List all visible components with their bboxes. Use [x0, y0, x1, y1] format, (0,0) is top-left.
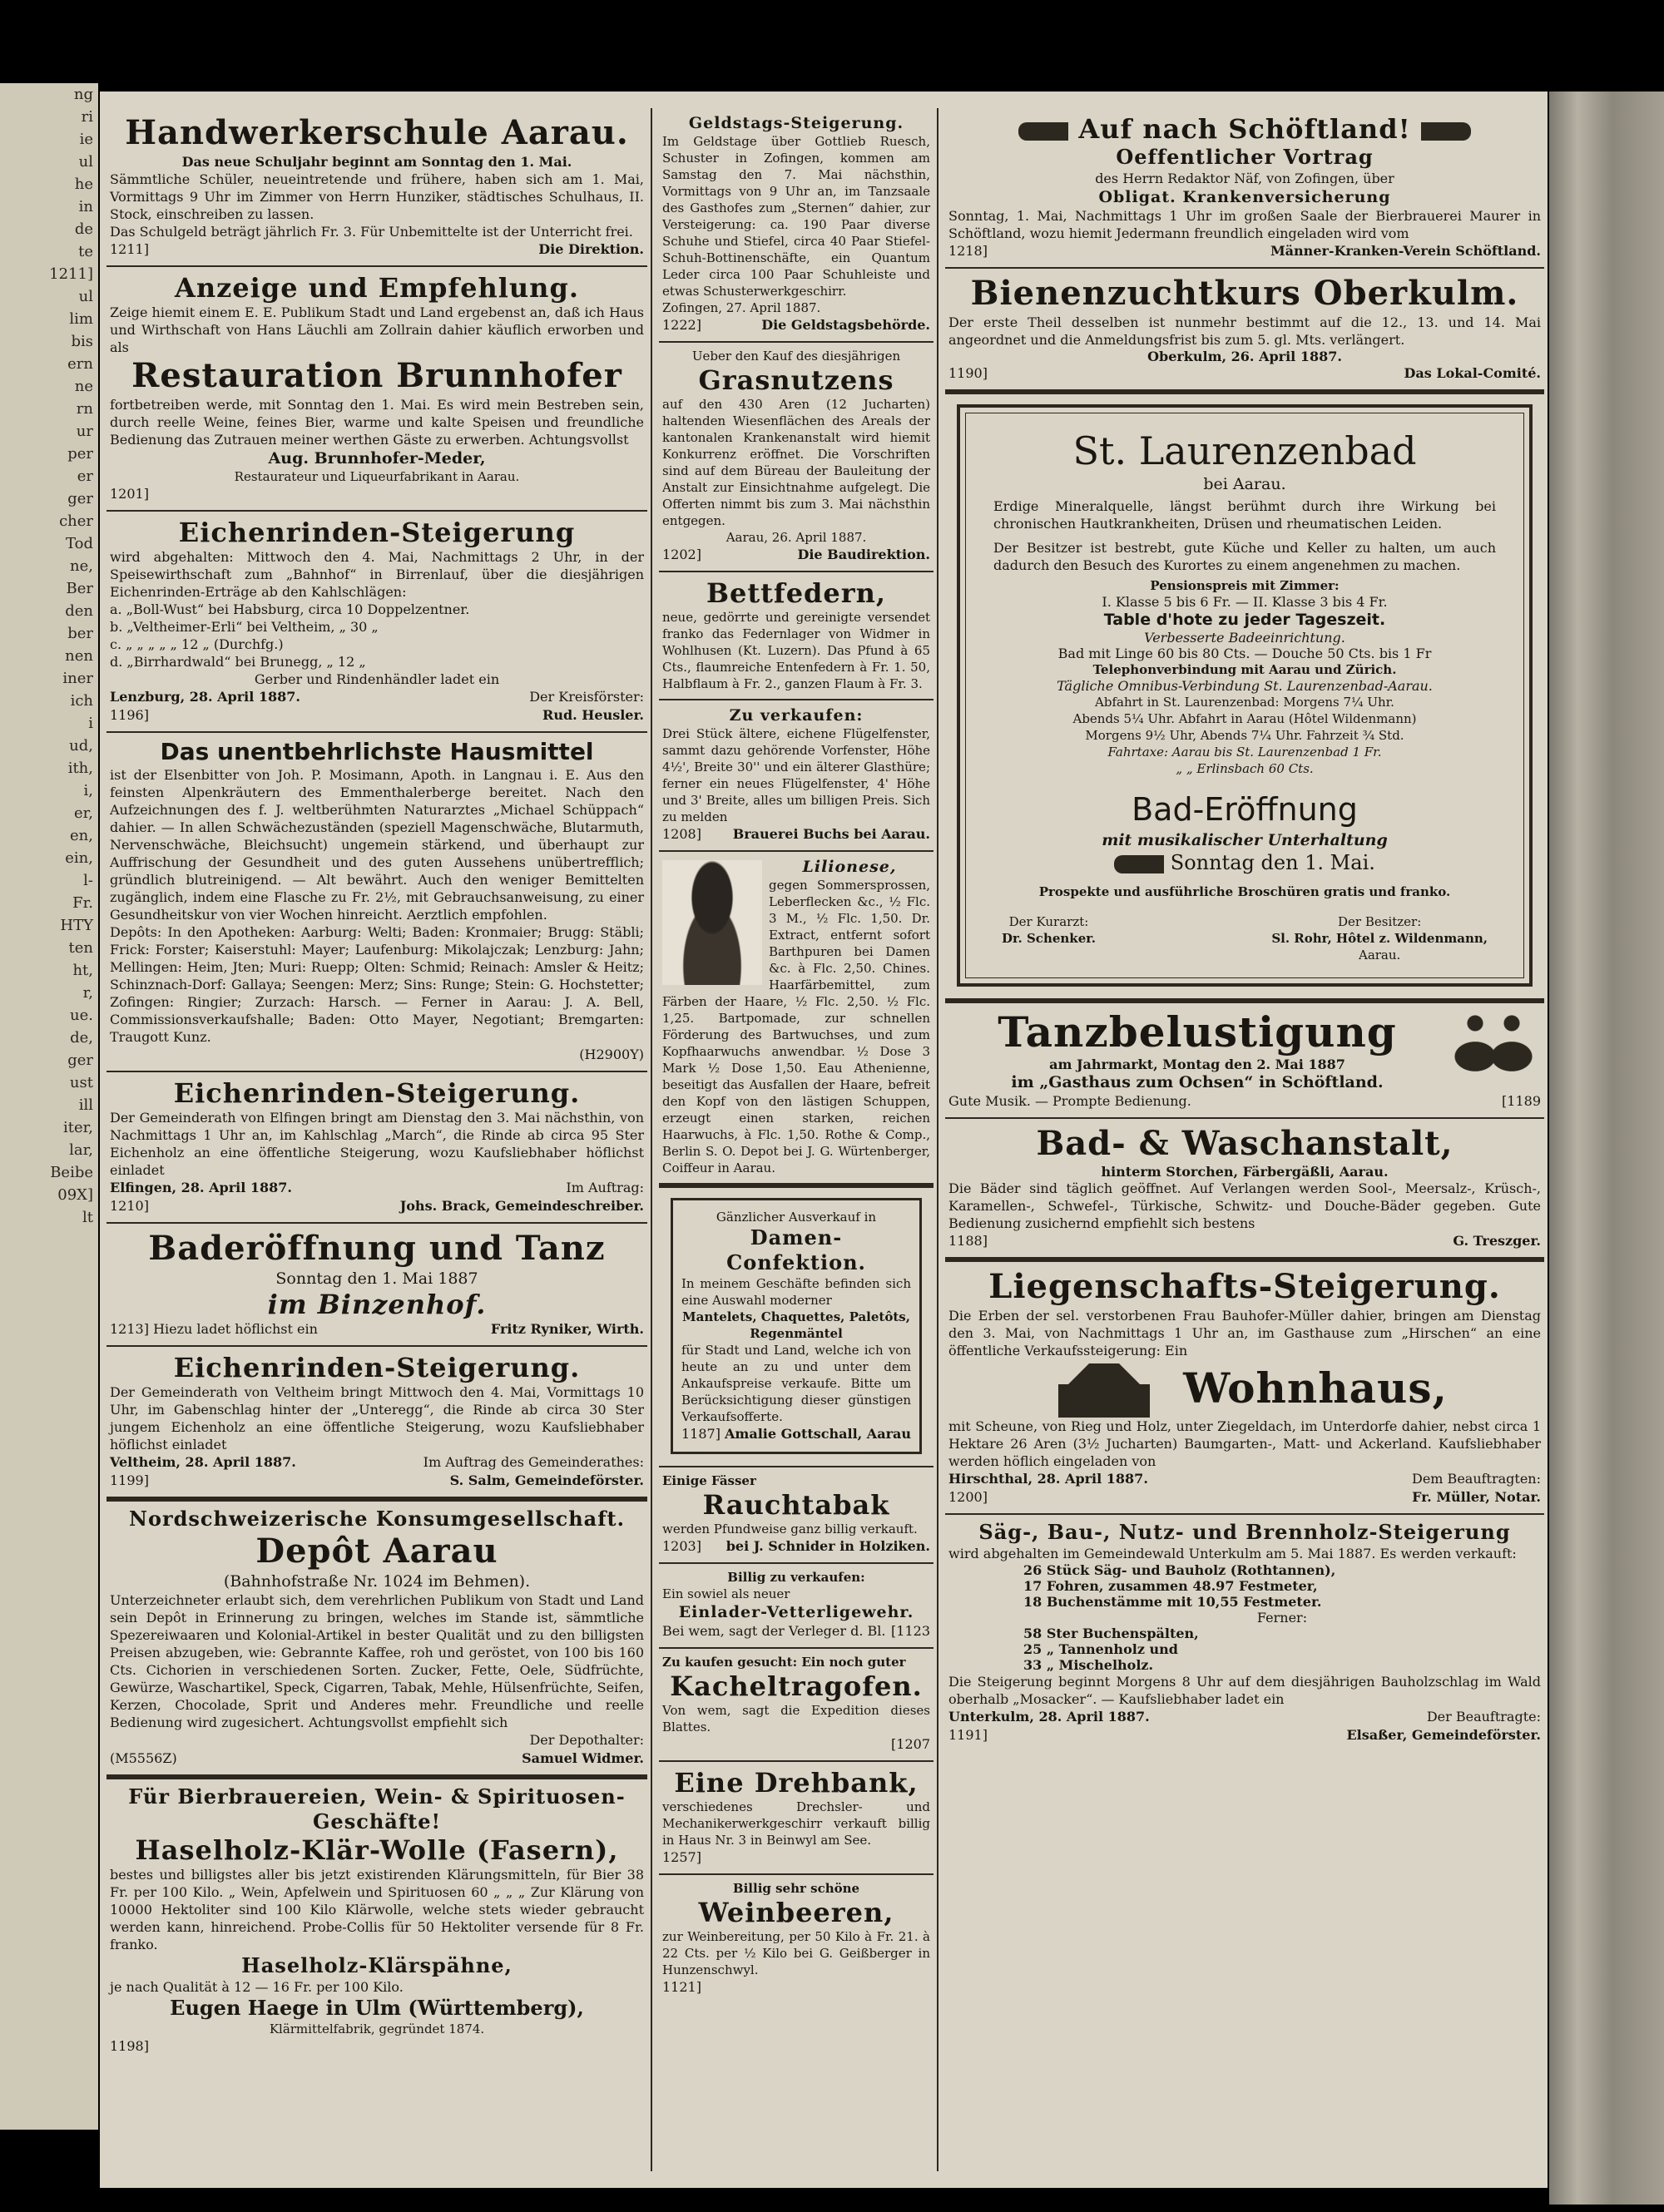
ad-pre: Einige Fässer — [662, 1473, 756, 1488]
left-fragment-text: Tod — [66, 535, 93, 552]
ad-title: St. Laurenzenbad — [1072, 428, 1417, 473]
ad-body: wird abgehalten: Mittwoch den 4. Mai, Nachmittags 2 Uhr, in der Speisewirthschaft zum „Bahnhof“ in Birrenlauf, über die diesjährigen Eichenrinden-Erträge ab den Kahlschlägen: — [110, 549, 644, 600]
ad-number: 1198] — [110, 2038, 149, 2054]
ad-body: Der Gemeinderath von Elfingen bringt am Dienstag den 3. Mai nächsthin, von Nachmittags 1 Uhr an, im Kahlschlag „March“, die Rinde ab circa 95 Ster Eichenholz an eine öffentliche Steigerung, wozu Kaufsliebhaber höflichst einladet — [110, 1110, 644, 1178]
list-item: 25 „ Tannenholz und — [1023, 1641, 1178, 1657]
left-fragment-text: ng — [73, 86, 93, 103]
ad-drehbank — [659, 1762, 934, 1875]
list-item: 26 Stück Säg- und Bauholz (Rothtannen), — [1023, 1562, 1336, 1578]
left-fragment-text: per — [67, 445, 93, 463]
ad-signer: Aug. Brunnhofer-Meder, — [268, 449, 486, 468]
ad-number: 1222] — [662, 317, 701, 333]
ad-number: 1213] — [110, 1321, 149, 1337]
ad-body: Die Bäder sind täglich geöffnet. Auf Verlangen werden Sool-, Meersalz-, Krüsch-, Karamellen-, Schwefel-, Türkische, Schwitz- und Douche-Bäder gegeben. Gute Bedienung zusichernd empfiehlt sich bestens — [948, 1180, 1541, 1231]
ad-sign-label: Der Kreisförster: — [529, 689, 644, 705]
left-fragment-text: in — [78, 198, 93, 215]
ad-number: 1188] — [948, 1233, 988, 1249]
ad-body: je nach Qualität à 12 — 16 Fr. per 100 Kilo. — [110, 1979, 404, 1995]
ad-title: Bad- & Waschanstalt, — [1036, 1124, 1454, 1163]
ad-signature: Johs. Brack, Gemeindeschreiber. — [399, 1198, 644, 1214]
ad-number: 1121] — [662, 1979, 701, 1995]
ad-place: Hirschthal, 28. April 1887. — [948, 1471, 1148, 1487]
ad-number: 1257] — [662, 1849, 701, 1865]
ad-number: 1200] — [948, 1489, 988, 1505]
ad-title: Kacheltragofen. — [670, 1670, 923, 1702]
list-item: 58 Ster Buchenspälten, — [1023, 1626, 1199, 1641]
ad-name: Haselholz-Klär-Wolle (Fasern), — [135, 1834, 619, 1866]
ad-signature: Samuel Widmer. — [522, 1750, 644, 1766]
ad-signature: Das Lokal-Comité. — [1404, 365, 1541, 381]
ad-date-row — [968, 850, 1521, 875]
left-fragment-text: lar, — [69, 1141, 93, 1159]
left-fragment-text: ht, — [72, 962, 93, 979]
left-fragment-text: de — [74, 220, 93, 238]
ad-eichenrinden-3 — [106, 1347, 647, 1502]
ad-bettfedern — [659, 572, 934, 700]
ad-body: gegen Sommersprossen, Leberflecken &c., ½ Flc. 3 M., ½ Flc. 1,50. Dr. Extract, entfernt sofort Barthpuren bei Damen &c. à Flc. 2,50. Chines. Haarfärbemittel, zum Färben der Haare, ½ Flc. 2,50. ½ Flc. 1,25. Bartpomade, zur schnellen Förderung des Bartwuchses, und zum Kopfhaarwuchs anwendbar. ½ Dose 3 Mark ½ Dose 1,50. Eau Athenienne, beseitigt das Ausfallen der Haare, befreit den Kopf von den lästigen Schuppen, erzeugt einen starken, reichen Haarwuchs, à Flc. 1,50. Rothe & Comp., Berlin S. O. Depot bei J. G. Würtenberger, Coiffeur in Aarau. — [662, 878, 930, 1175]
ad-name: Restauration Brunnhofer — [131, 356, 622, 395]
left-fragment-text: en, — [70, 827, 93, 844]
left-fragment-text: ie — [79, 131, 93, 148]
ad-number: [1123 — [891, 1623, 930, 1639]
ad-vetterligewehr — [659, 1564, 934, 1649]
ad-liegenschaft — [945, 1262, 1544, 1515]
left-fragment-text: ger — [67, 490, 93, 507]
ad-eichenrinden-1 — [106, 512, 647, 733]
ad-title: Bienenzuchtkurs Oberkulm. — [970, 274, 1519, 313]
ad-firm-sub: Klärmittelfabrik, gegründet 1874. — [269, 2021, 485, 2036]
ad-signature: Elsaßer, Gemeindeförster. — [1346, 1727, 1541, 1743]
ad-title-row — [948, 113, 1541, 145]
ad-place: Veltheim, 28. April 1887. — [110, 1454, 296, 1470]
ad-body: Erdige Mineralquelle, längst berühmt durch ihre Wirkung bei chronischen Hautkrankheiten, Drüsen und rheumatischen Leiden. — [993, 498, 1496, 532]
ad-place: im Binzenhof. — [267, 1289, 487, 1320]
column-2 — [659, 108, 934, 2003]
ad-sign-label: Der Kurarzt: — [1008, 914, 1089, 929]
ad-body: am Jahrmarkt, Montag den 2. Mai 1887 — [1049, 1057, 1345, 1072]
left-fragment-text: rn — [76, 400, 93, 418]
ad-body: Die Steigerung beginnt Morgens 8 Uhr auf dem diesjährigen Bauholzschlag im Wald oberhalb „Mosacker“. — Kaufsliebhaber ladet ein — [948, 1674, 1541, 1707]
list-item: 18 Buchenstämme mit 10,55 Festmeter. — [1023, 1594, 1322, 1610]
ad-body: des Herrn Redaktor Näf, von Zofingen, über — [1095, 171, 1394, 186]
ad-number: 1196] — [110, 707, 149, 723]
ad-pre: Zu kaufen gesucht: Ein noch guter — [662, 1655, 906, 1670]
ad-subtitle: Depôt Aarau — [255, 1532, 498, 1571]
ad-number: (M5556Z) — [110, 1750, 177, 1766]
ad-eichenrinden-2 — [106, 1072, 647, 1224]
ad-body: für Stadt und Land, welche ich von heute an zu und unter dem Ankaufspreise verkaufe. Bitte um Berücksichtigung dieser günstigen Verkaufsofferte. — [681, 1343, 911, 1424]
column-rule — [937, 108, 938, 2171]
ad-table: Table d'hote zu jeder Tageszeit. — [1103, 611, 1386, 629]
ad-pre: Ueber den Kauf des diesjährigen — [691, 349, 901, 364]
ad-body: zur Weinbereitung, per 50 Kilo à Fr. 21. à 22 Cts. per ½ Kilo bei G. Geißberger in Hunzenschwyl. — [662, 1929, 930, 1977]
ad-body: Unterzeichneter erlaubt sich, dem verehrlichen Publikum von Stadt und Land sein Depôt in Erinnerung zu bringen, welches im Stande ist, sämmtliche Spezereiwaaren und Kolonial-Artikel in bester Qualität und zu den billigsten Preisen abzugeben, wie: Gebrannte Kaffee, roh und geröstet, von 100 bis 160 Cts. Cichorien in verschiedenen Sorten. Zucker, Fette, Oele, Südfrüchte, Gewürze, Waschartikel, Speck, Cigarren, Tabak, Mehle, Hülsenfrüchte, Seifen, Kerzen, Chocolade, Sprit und Anderes mehr. Freundliche und reelle Bedienung wird zugesichert. Achtungsvollst empfiehlt sich — [110, 1592, 644, 1730]
ad-geldstag — [659, 108, 934, 343]
ad-title: Bettfedern, — [706, 577, 887, 609]
pointing-hand-icon — [1421, 122, 1471, 141]
ad-zu-verkaufen — [659, 700, 934, 852]
dancing-couple-illustration — [1448, 1010, 1539, 1076]
ad-restauration — [106, 267, 647, 512]
left-fragment-text: er, — [73, 804, 93, 822]
ad-number: [1189 — [1502, 1093, 1541, 1109]
left-fragment-text: he — [74, 176, 93, 193]
left-fragment-text: ich — [70, 692, 93, 710]
ad-body: Sämmtliche Schüler, neueintretende und frühere, haben sich am 1. Mai, Vormittags 9 Uhr im Zimmer von Herrn Hunziker, städtisches Schulhaus, II. Stock, einschreiben zu lassen. — [110, 171, 644, 222]
ad-body: Ein sowiel als neuer — [662, 1586, 790, 1601]
ad-place: Unterkulm, 28. April 1887. — [948, 1709, 1150, 1725]
ad-signature: Die Geldstagsbehörde. — [761, 317, 930, 333]
ad-konsumgesellschaft — [106, 1502, 647, 1779]
ad-sign-label: Der Beauftragte: — [1426, 1709, 1541, 1725]
ad-title: Baderöffnung und Tanz — [148, 1229, 606, 1268]
ad-sign-label: Der Depothalter: — [529, 1732, 644, 1748]
woman-illustration — [662, 860, 762, 985]
left-fragment-text: l- — [83, 872, 93, 889]
ad-body: Der Besitzer ist bestrebt, gute Küche und Keller zu halten, um auch dadurch den Besuch des Kurortes zu einem angenehmen zu machen. — [993, 540, 1496, 573]
ad-topic: Obligat. Krankenversicherung — [1098, 188, 1391, 206]
pointing-hand-icon — [1114, 855, 1164, 873]
ad-body: Drei Stück ältere, eichene Flügelfenster, sammt dazu gehörende Vorfenster, Höhe 4½', Breite 30'' und ein älterer Glasthüre; ferner ein neues Flügelfenster, 4' Höhe und 3' Breite, alles um billigen Preis. Sich zu melden — [662, 726, 930, 824]
ad-place: Elfingen, 28. April 1887. — [110, 1180, 292, 1195]
ad-title: Tanzbelustigung — [998, 1007, 1397, 1057]
ad-fare: Fahrtaxe: Aarau bis St. Laurenzenbad 1 Fr. — [1107, 745, 1382, 760]
ad-signature: Rud. Heusler. — [542, 707, 644, 723]
ad-number: 1210] — [110, 1198, 149, 1214]
ad-number: 1191] — [948, 1727, 988, 1743]
ad-body: verschiedenes Drechsler- und Mechanikerwerkgeschirr verkauft billig in Haus Nr. 3 in Beinwyl am See. — [662, 1799, 930, 1848]
ad-lilionese — [659, 852, 934, 1188]
ad-bienenzucht — [945, 269, 1544, 394]
ad-body: werden Pfundweise ganz billig verkauft. — [662, 1522, 918, 1537]
ad-music: mit musikalischer Unterhaltung — [1102, 831, 1388, 849]
ad-title: Zu verkaufen: — [729, 706, 864, 725]
ad-place: Oberkulm, 26. April 1887. — [1147, 349, 1342, 364]
ad-pre: Billig sehr schöne — [732, 1881, 860, 1896]
ad-number: 1218] — [948, 243, 988, 259]
left-fragment-text: 09X] — [57, 1186, 93, 1204]
ad-title: Eichenrinden-Steigerung — [178, 517, 576, 548]
left-fragment-text: ne, — [70, 557, 93, 575]
pointing-hand-icon — [1018, 122, 1068, 141]
ad-number: 1203] — [662, 1538, 701, 1554]
ad-fare: „ „ Erlinsbach 60 Cts. — [1176, 761, 1314, 776]
left-fragment-text: er — [77, 468, 93, 485]
ad-hausmittel — [106, 733, 647, 1072]
ad-note: Gerber und Rindenhändler ladet ein — [254, 671, 500, 687]
ad-kacheltragofen — [659, 1649, 934, 1762]
book-edge — [1549, 92, 1664, 2205]
ad-body: Zeige hiemit einem E. E. Publikum Stadt und Land ergebenst an, daß ich Haus und Wirthschaft von Hans Läuchli am Zollrain dahier käuflich erworben und als — [110, 304, 644, 355]
ad-weinbeeren — [659, 1875, 934, 2003]
ad-signature: Dr. Schenker. — [1002, 931, 1096, 946]
ad-title: Lilionese, — [802, 858, 897, 876]
list-item: d. „Birrhardwald“ bei Brunegg, „ 12 „ — [110, 654, 366, 670]
ad-body: wird abgehalten im Gemeindewald Unterkulm am 5. Mai 1887. Es werden verkauft: — [948, 1546, 1517, 1561]
ad-signature: Brauerei Buchs bei Aarau. — [732, 826, 930, 842]
ad-body: bestes und billigstes aller bis jetzt existirenden Klärungsmitteln, für Bier 38 Fr. per 100 Kilo. „ Wein, Apfelwein und Spirituosen 60 „ „ „ Zur Klärung von 10000 Hektoliter sind 100 Kilo Klärwolle, welche stets wieder gebraucht werden kann, hinreichend. Probe-Collis für 50 Hektoliter versende für 8 Fr. franko. — [110, 1867, 644, 1952]
left-fragment-text: Fr. — [72, 894, 93, 912]
left-fragment-text: ne — [74, 378, 93, 395]
ad-klaerwolle — [106, 1779, 647, 2062]
ad-signature: Männer-Kranken-Verein Schöftland. — [1270, 243, 1541, 259]
ad-title: Eichenrinden-Steigerung. — [173, 1352, 581, 1383]
ad-title: Auf nach Schöftland! — [1078, 113, 1411, 145]
ad-body: neue, gedörrte und gereinigte versendet franko das Federnlager von Widmer in Wohlhusen (Kt. Luzern). Das Pfund à 65 Cts., flaumreiche Entenfedern à Fr. 1. 50, Halbflaum à Fr. 2., ganzen Flaum à Fr. 3. — [662, 610, 930, 691]
ad-signature: Die Direktion. — [538, 241, 644, 257]
ad-signature: G. Treszger. — [1453, 1233, 1541, 1249]
left-fragment-text: lim — [69, 310, 93, 328]
left-fragment-text: i — [88, 715, 93, 732]
ad-body: Der erste Theil desselben ist nunmehr bestimmt auf die 12., 13. und 14. Mai angeordnet und die Anmeldungsfrist bis zum 5. gl. Mts. verlängert. — [948, 314, 1541, 348]
list-item: 33 „ Mischelholz. — [1023, 1657, 1154, 1673]
ad-number: [1207 — [891, 1736, 930, 1752]
left-fragment-text: ur — [76, 423, 93, 440]
ad-baderoeffnung — [106, 1224, 647, 1347]
ad-improved: Verbesserte Badeeinrichtung. — [1144, 630, 1345, 646]
left-fragment-text: lt — [82, 1209, 93, 1226]
list-item: 17 Fohren, zusammen 48.97 Festmeter, — [1023, 1578, 1318, 1594]
ad-departure: Abends 5¼ Uhr. Abfahrt in Aarau (Hôtel Wildenmann) — [1072, 711, 1417, 726]
ad-title: Nordschweizerische Konsumgesellschaft. — [129, 1507, 625, 1531]
ad-number: (H2900Y) — [579, 1047, 644, 1062]
left-fragment-text: i, — [83, 782, 93, 799]
left-fragment-text: ern — [67, 355, 93, 373]
ad-subtitle: bei Aarau. — [1203, 475, 1286, 493]
ad-title: Liegenschafts-Steigerung. — [988, 1267, 1501, 1306]
ad-number: 1208] — [662, 826, 701, 842]
ad-title: Eichenrinden-Steigerung. — [173, 1077, 581, 1109]
column-rule — [651, 108, 652, 2171]
column-3 — [945, 108, 1544, 1751]
ad-note: Gute Musik. — Prompte Bedienung. — [948, 1093, 1191, 1109]
ad-body: In meinem Geschäfte befinden sich eine Auswahl moderner — [681, 1276, 911, 1308]
left-page-fragment — [0, 83, 98, 2130]
ad-omnibus: Tägliche Omnibus-Verbindung St. Laurenzenbad-Aarau. — [1057, 678, 1433, 694]
ad-title: Einlader-Vetterligewehr. — [678, 1603, 914, 1621]
ad-title: Grasnutzens — [698, 364, 894, 396]
ad-classes: I. Klasse 5 bis 6 Fr. — II. Klasse 3 bis 4 Fr. — [1102, 594, 1388, 610]
ad-depots: Depôts: In den Apotheken: Aarburg: Welti; Baden: Kronmaier; Brugg: Stäbli; Frick: Forster; Kaiserstuhl: Mayer; Laufenburg: Mikolajczak; Lenzburg: Jahn; Mellingen: Heim, Jten; Muri: Ruepp; Olten: Schmid; Reinach: Amsler & Heitz; Schinznach-Dorf: Gallaya; Seengen: Merz; Sins: Runge; Stein: G. Hochstetter; Zofingen: Ringier; Zurzach: Harsch. — Ferner in Aarau: J. A. Bell, Commissionsverkaufshalle; Baden: Otto Mayer, Negotiant; Bremgarten: Traugott Kunz. — [110, 924, 644, 1045]
ad-address: (Bahnhofstraße Nr. 1024 im Behmen). — [223, 1572, 531, 1591]
ad-sign-label: Dem Beauftragten: — [1412, 1471, 1541, 1487]
ad-body: mit Scheune, von Rieg und Holz, unter Ziegeldach, im Unterdorfe dahier, nebst circa 1 Hektare 26 Aren (3½ Jucharten) Baumgarten-, Matt- und Ackerland. Kaufsliebhaber werden höflich eingeladen von — [948, 1418, 1541, 1469]
list-item: c. „ „ „ „ „ 12 „ (Durchfg.) — [110, 636, 284, 652]
ad-name: Haselholz-Klärspähne, — [241, 1953, 513, 1977]
left-fragment-text: de, — [70, 1029, 93, 1047]
ad-telephone: Telephonverbindung mit Aarau und Zürich. — [1092, 662, 1397, 677]
ad-grasnutzen — [659, 343, 934, 572]
list-item: b. „Veltheimer-Erli“ bei Veltheim, „ 30 „ — [110, 619, 379, 635]
ad-title: Geldstags-Steigerung. — [688, 114, 904, 132]
left-fragment-text: Beibe — [50, 1164, 93, 1181]
list-item: Ferner: — [1256, 1610, 1308, 1626]
ad-sign-label: Der Besitzer: — [1338, 914, 1422, 929]
left-fragment-text: HTY — [60, 917, 93, 934]
ad-rauchtabak — [659, 1467, 934, 1564]
ad-title: Säg-, Bau-, Nutz- und Brennholz-Steigerung — [978, 1520, 1511, 1544]
left-fragment-text: den — [65, 602, 93, 620]
newspaper-page — [100, 92, 1548, 2188]
ad-list — [948, 1562, 1541, 1673]
ad-damen-confektion — [659, 1188, 934, 1467]
ad-place: im „Gasthaus zum Ochsen“ in Schöftland. — [1011, 1073, 1384, 1091]
left-fragment-text: ger — [67, 1052, 93, 1069]
ad-departure: Abfahrt in St. Laurenzenbad: Morgens 7¼ Uhr. — [1095, 695, 1394, 710]
ad-subtitle: hinterm Storchen, Färbergäßli, Aarau. — [1101, 1164, 1389, 1180]
ad-signature: bei J. Schnider in Holziken. — [726, 1538, 930, 1554]
left-fragment-text: nen — [65, 647, 93, 665]
ad-holz-steigerung — [945, 1515, 1544, 1751]
ad-place: Aarau, 26. April 1887. — [726, 530, 867, 545]
left-fragment-text: ill — [78, 1096, 93, 1114]
ad-signature: Sl. Rohr, Hôtel z. Wildenmann, — [1271, 931, 1488, 946]
left-fragment-text: r, — [82, 984, 93, 1002]
ad-lead: Das neue Schuljahr beginnt am Sonntag den 1. Mai. — [181, 154, 572, 170]
left-fragment-text: ul — [78, 288, 93, 305]
ad-body: ist der Elsenbitter von Joh. P. Mosimann, Apoth. in Langnau i. E. Aus den feinsten Alpenkräutern des Emmenthalerberge bereitet. Nach den Aufzeichnungen des f. J. weltberühmten Naturarztes „Michael Schüppach“ dahier. — In allen Schwächezuständen (speziell Magenschwäche, Blutarmuth, Nervenschwäche, Bleichsucht) ungemein stärkend, und überhaupt zur Auffrischung der Gesundheit und des guten Aussehens unübertrefflich; gründlich blutreinigend. — Alt bewährt. Auch den weniger Bemittelten zugänglich, indem eine Flasche zu Fr. 2½, mit Gebrauchsanweisung, zu einer Gesundheitskur von vier Wochen hinreicht. Aerztlich empfohlen. — [110, 767, 644, 923]
ad-title: Handwerkerschule Aarau. — [125, 113, 629, 152]
ad-body: Von wem, sagt die Expedition dieses Blattes. — [662, 1703, 930, 1734]
left-fragment-text: ud, — [69, 737, 93, 755]
ad-schoeftland-vortrag — [945, 108, 1544, 269]
ad-title: Für Bierbrauereien, Wein- & Spirituosen-Geschäfte! — [128, 1784, 626, 1833]
left-fragment-text: ul — [78, 153, 93, 171]
ad-tanzbelustigung — [945, 1003, 1544, 1119]
left-fragment-text: Ber — [66, 580, 93, 597]
ad-departure: Morgens 9½ Uhr, Abends 7¼ Uhr. Fahrzeit ¾ Std. — [1085, 728, 1404, 743]
ad-opening: Bad-Eröffnung — [1132, 791, 1358, 828]
ad-body: Das Schulgeld beträgt jährlich Fr. 3. Für Unbemittelte ist der Unterricht frei. — [110, 224, 633, 240]
ad-title: Eine Drehbank, — [674, 1767, 919, 1799]
left-fragment-text: ber — [67, 625, 93, 642]
left-fragment-text: iner — [62, 670, 93, 687]
ad-firm: Eugen Haege in Ulm (Württemberg), — [170, 1996, 584, 2020]
ad-signature: S. Salm, Gemeindeförster. — [449, 1472, 644, 1488]
left-fragment-text: 1211] — [49, 265, 93, 283]
ad-prospekte: Prospekte und ausführliche Broschüren gratis und franko. — [1038, 884, 1451, 899]
ad-handwerkerschule — [106, 108, 647, 267]
left-fragment-text: iter, — [63, 1119, 93, 1136]
ad-body: fortbetreiben werde, mit Sonntag den 1. Mai. Es wird mein Bestreben sein, durch reelle Weine, feines Bier, warme und kalte Speisen und freundliche Bedienung das Zutrauen meiner werthen Gäste zu erwerben. Achtungsvollst — [110, 397, 644, 448]
ad-list — [110, 601, 644, 671]
ad-title: Rauchtabak — [702, 1489, 890, 1521]
ad-lead: Gänzlicher Ausverkauf in — [716, 1210, 877, 1225]
ad-pre: Billig zu verkaufen: — [727, 1570, 865, 1585]
ad-body: Der Gemeinderath von Veltheim bringt Mittwoch den 4. Mai, Vormittags 10 Uhr, im Gabenschlag hinter der „Unteregg“, die Rinde ab circa 30 Ster jungem Eichenholz an eine öffentliche Steigerung, wozu Kaufsliebhaber höflichst einladet — [110, 1384, 644, 1452]
left-fragment-text: ten — [68, 939, 93, 957]
ad-signature: Amalie Gottschall, Aarau — [725, 1426, 911, 1442]
ad-body: Sonntag, 1. Mai, Nachmittags 1 Uhr im großen Saale der Bierbrauerei Maurer in Schöftland, wozu hiemit Jedermann freundlich eingeladen wird vom — [948, 208, 1541, 241]
left-fragment-text: te — [78, 243, 93, 260]
ad-name: Wohnhaus, — [1183, 1363, 1448, 1413]
left-fragment-text: bis — [71, 333, 93, 350]
column-1 — [106, 108, 647, 2062]
ad-number: 1190] — [948, 365, 988, 381]
ad-date: Sonntag den 1. Mai 1887 — [275, 1269, 478, 1288]
ad-place: Zofingen, 27. April 1887. — [662, 300, 821, 315]
left-fragment-text: ith, — [67, 760, 93, 777]
list-item: a. „Boll-Wust“ bei Habsburg, circa 10 Doppelzentner. — [110, 601, 470, 617]
ad-title: Anzeige und Empfehlung. — [175, 272, 579, 304]
left-fragment-text: ein, — [65, 849, 93, 867]
ad-note: Bei wem, sagt der Verleger d. Bl. — [662, 1623, 886, 1639]
left-fragment-text: ri — [81, 108, 93, 126]
ad-waschanstalt — [945, 1119, 1544, 1262]
ad-number: 1199] — [110, 1472, 149, 1488]
ad-laurenzenbad — [945, 394, 1544, 1003]
ad-body: Die Erben der sel. verstorbenen Frau Bauhofer-Müller dahier, bringen am Dienstag den 3. Mai, von Nachmittags 1 Uhr an, im Gasthause zum „Hirschen“ an eine öffentliche Verkaufssteigerung: Ein — [948, 1308, 1541, 1358]
ad-title: Damen-Confektion. — [726, 1225, 866, 1274]
ad-number: 1202] — [662, 547, 701, 562]
ad-number: 1211] — [110, 241, 149, 257]
ad-sign-label: Im Auftrag des Gemeinderathes: — [423, 1454, 644, 1470]
ad-subtitle: Oeffentlicher Vortrag — [1116, 145, 1374, 169]
left-fragment-text: ue. — [70, 1007, 93, 1024]
ad-signature: Fr. Müller, Notar. — [1412, 1489, 1541, 1505]
ad-place: Lenzburg, 28. April 1887. — [110, 689, 300, 705]
ad-baths: Bad mit Linge 60 bis 80 Cts. — Douche 50 Cts. bis 1 Fr — [1057, 646, 1432, 661]
ad-signature: Die Baudirektion. — [797, 547, 930, 562]
ad-number: 1187] — [681, 1426, 721, 1442]
ad-signature: Fritz Ryniker, Wirth. — [490, 1321, 644, 1337]
ad-signature-place: Aarau. — [1358, 948, 1401, 962]
ad-items: Mantelets, Chaquettes, Paletôts, Regenmäntel — [682, 1309, 910, 1341]
ad-note: Hiezu ladet höflichst ein — [153, 1321, 318, 1337]
left-fragment-text: cher — [59, 512, 93, 530]
ad-signer-title: Restaurateur und Liqueurfabrikant in Aarau. — [234, 469, 520, 484]
ad-title: Das unentbehrlichste Hausmittel — [160, 738, 594, 765]
left-fragment-text: ust — [69, 1074, 93, 1091]
house-illustration — [1042, 1359, 1166, 1418]
ad-sign-label: Im Auftrag: — [566, 1180, 644, 1195]
ad-date: Sonntag den 1. Mai. — [1170, 851, 1375, 874]
ad-title: Weinbeeren, — [698, 1897, 894, 1928]
ad-body: Im Geldstage über Gottlieb Ruesch, Schuster in Zofingen, kommen am Samstag den 7. Mai nächsthin, Vormittags von 9 Uhr an, im Tanzsaale des Gasthofes zum „Sternen“ dahier, zur Versteigerung: ca. 190 Paar diverse Schuhe und Stiefel, circa 40 Paar Stiefel-Schuh-Bottinenschäfte, ein Quantum Leder circa 100 Paar Schuhleiste und etwas Schusterwerkgeschirr. — [662, 134, 930, 299]
ad-number: 1201] — [110, 486, 149, 502]
ad-pension: Pensionspreis mit Zimmer: — [1150, 578, 1340, 593]
ad-body: auf den 430 Aren (12 Jucharten) haltenden Wiesenflächen des Areals der kantonalen Krankenanstalt wird hiemit Konkurrenz eröffnet. Die Vorschriften sind auf dem Büreau der Bauleitung der Anstalt zur Einsichtnahme aufgelegt. Die Offerten nimmt bis zum 3. Mai nächsthin entgegen. — [662, 397, 930, 528]
